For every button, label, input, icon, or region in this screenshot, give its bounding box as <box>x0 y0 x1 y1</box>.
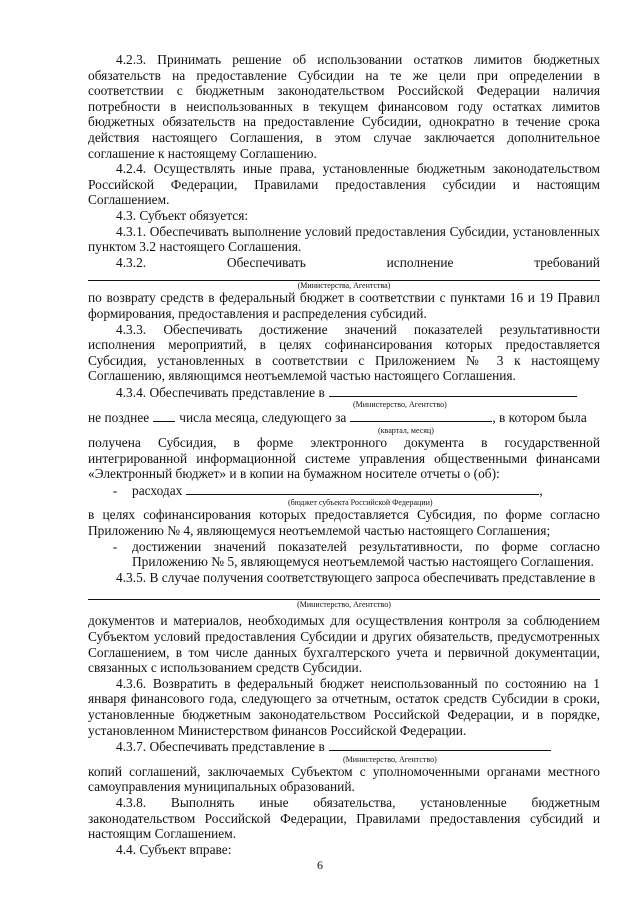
paragraph-4-3-4-cont: получена Субсидия, в форме электронного документа в государственной интегрированной информационной системе управления общественными финансами «Электронный бюджет» и в копии на бумажном носителе отчеты о (об): <box>88 435 600 482</box>
paragraph-4-3-4-line <box>88 384 600 401</box>
paragraph-4-3-7-cont: копий соглашений, заключаемых Субъектом с уполномоченными органами местного самоуправления муниципальных образований. <box>88 763 600 795</box>
blank-line <box>88 589 600 600</box>
paragraph-4-3-2-cont: по возврату средств в федеральный бюджет в соответствии с пунктами 16 и 19 Правил формирования, предоставления и распределения субсидий. <box>88 290 600 321</box>
field-note: (Министерство, Агентство) <box>297 600 391 610</box>
bullet-comma: , <box>539 482 543 498</box>
paragraph-4-3-5: 4.3.5. В случае получения соответствующего запроса обеспечивать представление в <box>116 569 596 585</box>
paragraph-4-2-4: 4.2.4. Осуществлять иные права, установленные бюджетным законодательством Российской Федерации, Правилами предоставления субсидии и настоящим Соглашением. <box>88 161 600 208</box>
word: Обеспечивать <box>226 254 306 270</box>
field-note: (бюджет субъекта Российской Федерации) <box>288 498 433 508</box>
deadline-line <box>88 409 600 426</box>
clause-number: 4.3.2. <box>116 254 147 270</box>
word: исполнение <box>386 254 454 270</box>
paragraph-4-4: 4.4. Субъект вправе: <box>116 841 232 857</box>
page-number: 6 <box>317 858 323 872</box>
blank-field[interactable] <box>329 738 551 751</box>
bullet-2-text: достижении значений показателей результативности, по форме согласно Приложению № 5, являющемуся неотъемлемой частью настоящего Соглашения. <box>132 538 600 570</box>
blank-field[interactable] <box>329 384 577 397</box>
paragraph-4-3-8: 4.3.8. Выполнять иные обязательства, установленные бюджетным законодательством Российской Федерации, Правилами предоставления субсидий и настоящим Соглашением. <box>88 794 600 842</box>
bullet-1-line <box>88 482 600 499</box>
paragraph-4-3-7-line <box>88 738 600 755</box>
bullet-dash: - <box>112 482 118 498</box>
paragraph-text: не позднее <box>88 410 150 426</box>
blank-field[interactable] <box>350 409 492 422</box>
field-note: (Министерства, Агентства) <box>297 281 391 291</box>
field-note: (Министерство, Агентство) <box>343 754 437 764</box>
blank-line <box>88 270 600 281</box>
bullet-2 <box>88 539 600 570</box>
bullet-label: расходах <box>132 482 183 498</box>
bullet-1-cont: в целях софинансирования которых предоставляется Субсидия, по форме согласно Приложению № 4, являющемуся неотъемлемой частью настоящего Соглашения; <box>88 507 600 539</box>
paragraph-text: , в котором была <box>492 410 587 426</box>
document-page <box>88 52 600 857</box>
field-note: (квартал, месяц) <box>378 426 434 436</box>
field-note: (Министерство, Агентство) <box>353 400 447 410</box>
paragraph-4-3-1: 4.3.1. Обеспечивать выполнение условий предоставления Субсидии, установленных пунктом 3.2 настоящего Соглашения. <box>88 223 600 255</box>
paragraph-4-2-3: 4.2.3. Принимать решение об использовании остатков лимитов бюджетных обязательств на предоставление Субсидии на те же цели при определении в соответствии с бюджетным законодательством Российской Федерации наличия потребности в неиспользованных в текущем финансовом году остатках лимитов бюджетных обязательств на предоставление Субсидии, однократно в течение срока действия настоящего Соглашения, в этом случае заключается дополнительное соглашение к настоящему Соглашению. <box>88 52 600 161</box>
paragraph-text: 4.3.7. Обеспечивать представление в <box>116 739 325 755</box>
bullet-dash: - <box>112 538 118 554</box>
blank-field[interactable] <box>186 482 539 495</box>
word: требований <box>534 254 600 270</box>
paragraph-4-3-6: 4.3.6. Возвратить в федеральный бюджет неиспользованный по состоянию на 1 января финансового года, следующего за отчетным, остаток средств Субсидии в сроки, установленные бюджетным законодательством Российской Федерации, и в порядке, установленном Министерством финансов Российской Федерации. <box>88 675 600 738</box>
paragraph-text: 4.3.4. Обеспечивать представление в <box>116 384 325 400</box>
paragraph-4-3-5-cont: документов и материалов, необходимых для осуществления контроля за соблюдением Субъектом условий предоставления Субсидии и других обязательств, предусмотренных Соглашением, в том числе данных бухгалтерского учета и первичной документации, связанных с использованием средств Субсидии. <box>88 613 600 676</box>
blank-field[interactable] <box>153 409 175 422</box>
paragraph-text: числа месяца, следующего за <box>179 410 347 426</box>
paragraph-4-3: 4.3. Субъект обязуется: <box>116 207 249 223</box>
paragraph-4-3-3: 4.3.3. Обеспечивать достижение значений показателей результативности исполнения мероприятий, в целях софинансирования которых предоставляется Субсидия, установленных в соответствии с Приложением № 3 к настоящему Соглашению, являющимся неотъемлемой частью настоящего Соглашения. <box>88 321 600 384</box>
paragraph-4-3-2-line <box>88 255 600 271</box>
